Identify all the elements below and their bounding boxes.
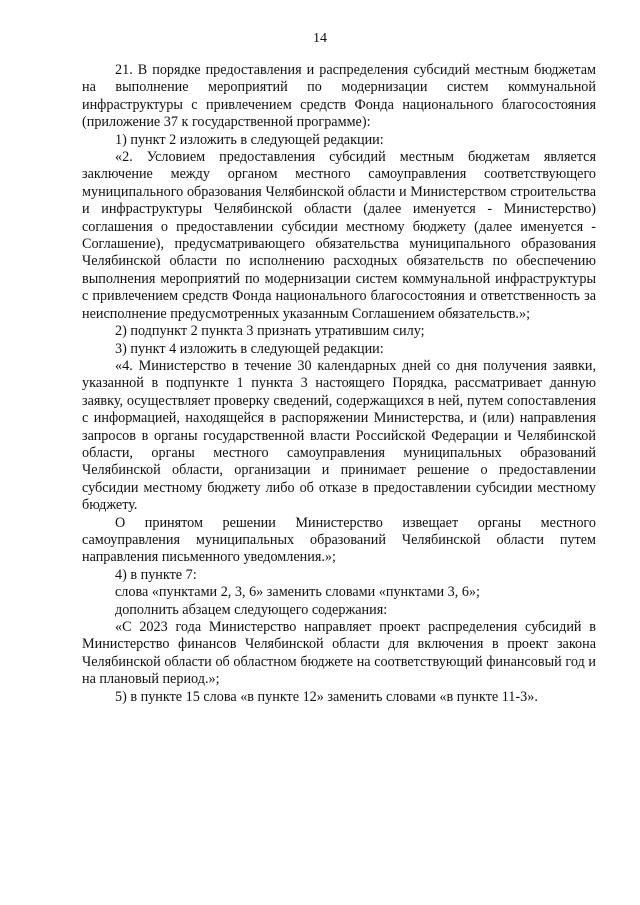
paragraph-clause-4-text: «4. Министерство в течение 30 календарных дней со дня получения заявки, указанной в подпункте 1 пункта 3 настоящего Порядка, рассматривает данную заявку, осуществляет проверку сведений, содержащихся в ней, путем сопоставления с информацией, находящейся в распоряжении Министерства, и (или) направления запросов в органы государственной власти Российской Федерации и Челябинской области, органы местного самоуправления муниципальных образований Челябинской области, организации и принимает решение о предоставлении субсидии местному бюджету либо об отказе в предоставлении субсидии местному бюджету. — [82, 357, 596, 514]
paragraph-2023-text: «С 2023 года Министерство направляет проект распределения субсидий в Министерство финансов Челябинской области для включения в проект закона Челябинской области об областном бюджете на соответствующий финансовый год и на плановый период.»; — [82, 619, 596, 688]
paragraph-item-5: 5) в пункте 15 слова «в пункте 12» заменить словами «в пункте 11-3». — [115, 688, 538, 705]
paragraph-item-2: 2) подпункт 2 пункта 3 признать утратившим силу; — [115, 323, 425, 340]
paragraph-item-4: 4) в пункте 7: — [115, 566, 197, 583]
document-body — [82, 62, 596, 706]
paragraph-clause-2-text: «2. Условием предоставления субсидий местным бюджетам является заключение между органом местного самоуправления соответствующего муниципального образования Челябинской области и Министерством строительства и инфраструктуры Челябинской области (далее именуется - Министерство) соглашения о предоставлении субсидии местному бюджету (далее именуется - Соглашение), предусматривающего обязательства муниципального образования Челябинской области по исполнению расходных обязательств по обеспечению выполнения мероприятий по модернизации систем коммунальной инфраструктуры с привлечением средств Фонда национального благосостояния и ответственность за неисполнение предусмотренных указанным Соглашением обязательств.»; — [82, 149, 596, 322]
paragraph-section-21-intro: 21. В порядке предоставления и распределения субсидий местным бюджетам на выполнение мероприятий по модернизации систем коммунальной инфраструктуры с привлечением средств Фонда национального благосостояния (приложение 37 к государственной программе): — [82, 62, 596, 131]
paragraph-add-abzac: дополнить абзацем следующего содержания: — [115, 601, 388, 618]
page-number: 14 — [313, 31, 327, 46]
paragraph-item-1: 1) пункт 2 изложить в следующей редакции: — [115, 131, 384, 148]
paragraph-decision-notice: О принятом решении Министерство извещает органы местного самоуправления муниципальных образований Челябинской области путем направления письменного уведомления.»; — [82, 514, 596, 566]
paragraph-replace-words: слова «пунктами 2, 3, 6» заменить словами «пунктами 3, 6»; — [115, 584, 480, 601]
paragraph-item-3: 3) пункт 4 изложить в следующей редакции: — [115, 340, 384, 357]
